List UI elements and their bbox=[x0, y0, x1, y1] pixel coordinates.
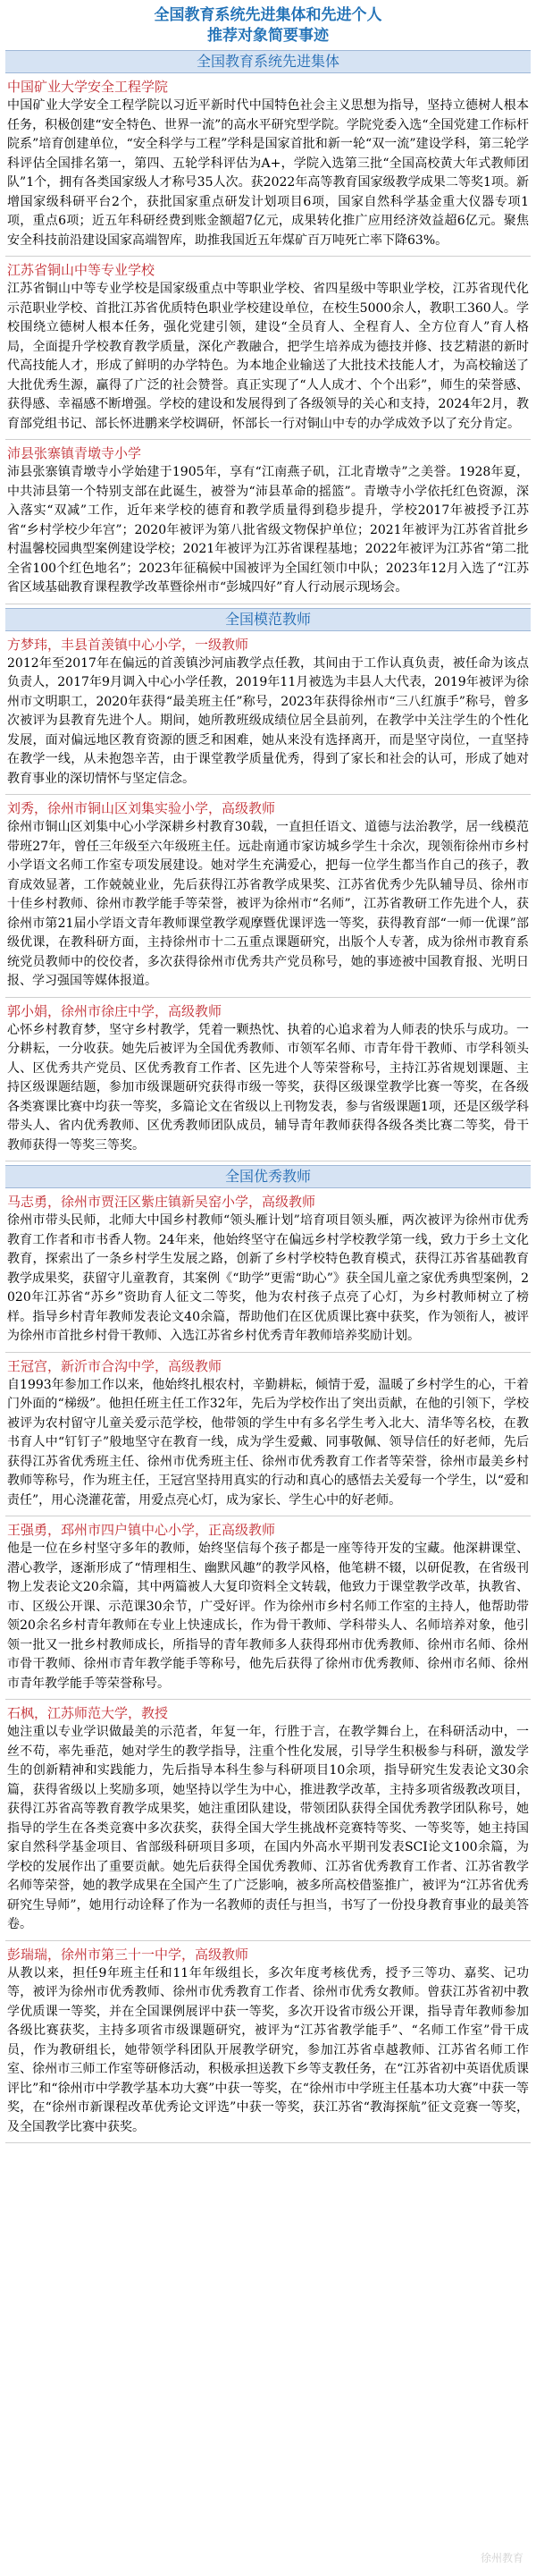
entry-name: 石枫，江苏师范大学，教授 bbox=[7, 1705, 169, 1721]
entry-text: 沛县张寨镇青墩寺小学始建于1905年，享有“江南燕子矶，江北青墩寺”之美誉。1928年夏，中共沛县第一个特别支部在此诞生，被誉为“沛县革命的摇篮”。青墩寺小学依托红色资源，深入落实“双减”工作，近年来学校的德育和教学质量得到稳步提升，学校2017年被授予江苏省“乡村学校少年宫”；2020年被评为第八批省级文物保护单位；2021年被评为江苏省首批乡村温馨校园典型案例建设学校；2021年被评为江苏省课程基地；2022年被评为江苏省“第二批全省100个红色地名”；2023年征稿候中国被评为全国红领巾中队；2023年12月入选了“江苏省区域基础教育课程教学改革暨徐州市“彭城四好”育人行动展示现场会。 bbox=[7, 465, 529, 595]
section-header: 全国教育系统先进集体 bbox=[5, 50, 531, 73]
entry-text: 自1993年参加工作以来，他始终扎根农村，辛勤耕耘，倾情于爱，温暖了乡村学生的心，干着门外面的“梯级”。他担任班主任工作32年，先后为学校作出了突出贡献，在他的引领下，学校被评为农村留守儿童关爱示范学校，他带领的学生中有多名学生考入北大、清华等名校，在教书育人中“钉钉子”般地坚守在教育一线，成为学生爱戴、同事敬佩、领导信任的好老师，先后获得江苏省优秀班主任、徐州市优秀班主任、徐州市优秀教育工作者等荣誉，徐州市最美乡村教师等称号，作为班主任，王冠宫坚持用真实的行动和真心的感悟去关爱每一个学生，以“爱和责任”，用心浇灌花蕾，用爱点亮心灯，成为家长、学生心中的好老师。 bbox=[7, 1377, 529, 1508]
entry-text: 她注重以专业学识做最美的示范者，年复一年，行胜于言，在教学舞台上，在科研活动中，一丝不苟，率先垂范，她对学生的教学指导，注重个性化发展，引导学生积极参与科研，激发学生的创新精神和实践能力，先后指导本科生参与科研项目10余项，指导研究生发表论文30余篇，获得省级以上奖励多项，她坚持以学生为中心，推进教学改革，主持多项省级教改项目，获得江苏省高等教育教学成果奖，她注重团队建设，带领团队获得全国优秀教学团队称号，她指导的学生在各类竞赛中多次获奖，获得全国大学生挑战杯竞赛特等奖、一等奖等，她主持国家自然科学基金项目、省部级科研项目多项，在国内外高水平期刊发表SCI论文100余篇，为学校的发展作出了重要贡献。她先后获得全国优秀教师、江苏省优秀教育工作者、江苏省教学名师等荣誉，她的教学成果在全国产生了广泛影响，被多所高校借鉴推广，被评为“江苏省优秀研究生导师”，她用行动诠释了作为一名教师的责任与担当，书写了一份投身教育事业的最美答卷。 bbox=[7, 1725, 529, 1931]
entry-item bbox=[5, 1941, 531, 2144]
entry-name: 江苏省铜山中等专业学校 bbox=[7, 262, 155, 278]
entry-text: 他是一位在乡村坚守多年的教师，始终坚信每个孩子都是一座等待开发的宝藏。他深耕课堂、潜心教学，逐渐形成了“情理相生、幽默风趣”的教学风格，他笔耕不辍，以研促教，在省级刊物上发表论文20余篇，其中两篇被人大复印资料全文转载，他致力于课堂教学改革，执教省、市、区级公开课、示范课30余节，广受好评。作为徐州市乡村名师工作室的主持人，他帮助带领20余名乡村青年教师在专业上快速成长，作为骨干教师、学科带头人、名师培养对象，他引领一批又一批乡村教师成长，所指导的青年教师多人获得邳州市优秀教师、徐州市名师、徐州市骨干教师、徐州市青年教学能手等称号，他先后获得了徐州市优秀教师、徐州市名师、徐州市青年教学能手等荣誉称号。 bbox=[7, 1541, 529, 1691]
entry-text: 2012年至2017年在偏远的首羡镇沙河庙教学点任教，其间由于工作认真负责，被任命为该点负责人，2017年9月调入中心小学任教，2019年11月被选为丰县人大代表，2019年被评为徐州市文明职工，2020年获得“最美班主任”称号，2023年获得徐州市“三八红旗手”称号，曾多次被评为县教育先进个人。期间，她所教班级成绩位居全县前列，在教学中关注学生的个性化发展，面对偏远地区教育资源的匮乏和困难，她从来没有选择离开，而是坚守岗位，一直坚持在教学一线，从未抱怨辛苦，由于课堂教学质量优秀，得到了家长和社会的认可，形成了她对教育事业的深切情怀与坚定信念。 bbox=[7, 655, 529, 786]
entry-name: 刘秀，徐州市铜山区刘集实验小学，高级教师 bbox=[7, 800, 276, 816]
entry-text: 江苏省铜山中等专业学校是国家级重点中等职业学校、省四星级中等职业学校，江苏省现代化示范职业学校、首批江苏省优质特色职业学校建设单位，在校生5000余人，教职工360人。学校围绕立德树人根本任务，强化党建引领，建设“全员育人、全程育人、全方位育人”育人格局，全面提升学校教育教学质量，深化产教融合，把学生培养成为德技并修、技艺精湛的新时代高技能人才，形成了鲜明的办学特色。为本地企业输送了大批技术技能人才，为高校输送了大批优秀生源，赢得了广泛的社会赞誉。真正实现了“人人成才、个个出彩”，师生的荣誉感、获得感、幸福感不断增强。学校的建设和发展得到了各级领导的关心和支持，2024年2月，教育部党组书记、部长怀进鹏来学校调研，怀部长一行对铜山中专的办学成效予以了充分肯定。 bbox=[7, 282, 529, 431]
entry-item bbox=[5, 73, 531, 257]
document-title-line1: 全国教育系统先进集体和先进个人 bbox=[154, 6, 382, 24]
watermark-text: 徐州教育 bbox=[480, 2552, 523, 2564]
entry-item bbox=[5, 1516, 531, 1700]
entry-text: 从教以来，担任9年班主任和11年年级组长，多次年度考核优秀，授予三等功、嘉奖、记功等，被评为徐州市优秀教师、徐州市优秀教育工作者、徐州市优秀女教师。曾获江苏省初中教学优质课一等奖，并在全国课例展评中获一等奖，多次开设省市级公开课，指导青年教师参加各级比赛获奖，主持多项省市级课题研究，被评为“江苏省教学能手”、“名师工作室”骨干成员，作为教研组长，她带领学科团队开展教学研究，参加江苏省卓越教师、江苏省名师工作室、徐州市三师工作室等研修活动，积极承担送教下乡等支教任务，在“江苏省初中英语优质课评比”和“徐州市中学教学基本功大赛”中获一等奖，在“徐州市中学班主任基本功大赛”中获一等奖，在“徐州市新课程改革优秀论文评选”中获一等奖，获江苏省“教海探航”征文竞赛一等奖，及全国教学比赛中获奖。 bbox=[7, 1965, 529, 2134]
section-excellent-teachers bbox=[5, 1165, 531, 2143]
entry-name: 方梦玮，丰县首羡镇中心小学，一级教师 bbox=[7, 636, 249, 653]
entry-name: 王冠宫，新沂市合沟中学，高级教师 bbox=[7, 1357, 222, 1374]
entry-name: 郭小娟，徐州市徐庄中学，高级教师 bbox=[7, 1002, 222, 1019]
entry-name: 王强勇，邳州市四户镇中心小学，正高级教师 bbox=[7, 1522, 276, 1538]
entry-item bbox=[5, 440, 531, 604]
entry-item bbox=[5, 257, 531, 440]
entry-item bbox=[5, 1700, 531, 1941]
entry-item bbox=[5, 998, 531, 1162]
entry-item bbox=[5, 1353, 531, 1517]
section-model-teachers bbox=[5, 608, 531, 1162]
section-header: 全国模范教师 bbox=[5, 608, 531, 631]
entry-name: 马志勇，徐州市贾汪区紫庄镇新吴窑小学，高级教师 bbox=[7, 1194, 316, 1210]
entry-item bbox=[5, 1188, 531, 1353]
document-title-line2: 推荐对象简要事迹 bbox=[207, 27, 329, 45]
entry-text: 心怀乡村教育梦，坚守乡村教学，凭着一颗热忱、执着的心追求着为人师表的快乐与成功。一分耕耘，一分收获。她先后被评为全国优秀教师、市领军名师、市青年骨干教师、市学科领头人、区优秀共产党员、区优秀教育工作者、区先进个人等荣誉称号，主持江苏省规划课题、主持区级课题结题，参加市级课题研究获得市级一等奖，获得区级课堂教学比赛一等奖，在各级各类赛课比赛中均获一等奖，多篇论文在省级以上刊物发表，参与省级课题1项，还是区级学科带头人、省内优秀教师、区优秀教师团队成员，辅导青年教师获得各级各类比赛二等奖，骨干教师获得一等奖三等奖。 bbox=[7, 1022, 529, 1153]
section-advanced-collectives bbox=[5, 50, 531, 604]
entry-text: 徐州市带头民师，北师大中国乡村教师“领头雁计划”培育项目领头雁，两次被评为徐州市优秀教育工作者和市书香人物。24年来，他始终坚守在偏远乡村学校教学第一线，致力于乡土文化教育，探索出了一条乡村学生发展之路，创新了乡村学校特色教育模式，获得江苏省基础教育教学成果奖，获留守儿童教育，其案例《“助学”更需“助心”》获全国儿童之家优秀典型案例，2020年江苏省“苏乡”资助育人征文二等奖，他为农村孩子点亮了心灯，为乡村教师树立了榜样。指导乡村青年教师发表论文40余篇，帮助他们在区优质课比赛中获奖，作为领衔人，被评为徐州市首批乡村骨干教师、入选江苏省乡村优秀青年教师培养奖励计划。 bbox=[7, 1213, 529, 1343]
entry-name: 彭瑞瑞，徐州市第三十一中学，高级教师 bbox=[7, 1946, 249, 1963]
entry-name: 中国矿业大学安全工程学院 bbox=[7, 79, 169, 95]
entry-name: 沛县张寨镇青墩寺小学 bbox=[7, 445, 142, 461]
section-header: 全国优秀教师 bbox=[5, 1165, 531, 1188]
entry-text: 中国矿业大学安全工程学院以习近平新时代中国特色社会主义思想为指导，坚持立德树人根本任务，积极创建“安全特色、世界一流”的高水平研究型学院。学院党委入选“全国党建工作标杆院系”培育创建单位，“安全科学与工程”学科是国家首批和新一轮“双一流”建设学科，第三轮学科评估全国排名第一，第四、五轮学科评估为A+，学院入选第三批“全国高校黄大年式教师团队”1个，拥有各类国家级人才称号35人次。获2022年高等教育国家级教学成果二等奖1项。新增国家级科研平台2个，获批国家重点研发计划项目6项，国家自然科学基金重大仪器专项1项，重点6项；近五年科研经费到账金额超7亿元，成果转化推广应用经济效益超6亿元。聚焦安全科技前沿建设国家高端智库，助推我国近五年煤矿百万吨死亡率下降63%。 bbox=[7, 98, 529, 248]
entry-item bbox=[5, 795, 531, 998]
entry-text: 徐州市铜山区刘集中心小学深耕乡村教育30载，一直担任语文、道德与法治教学，居一线模范带班27年，曾任三年级至六年级班主任。远赴南通市家访城乡学生十余次，现领衔徐州市乡村小学语文名师工作室专项发展建设。她对学生充满爱心，把每一位学生都当作自己的孩子，教育成效显著，工作兢兢业业，先后获得江苏省教学成果奖、江苏省优秀少先队辅导员、徐州市十佳乡村教师、徐州市教学能手等荣誉，被评为徐州市“名师”，江苏省教研工作先进个人，获徐州市第21届小学语文青年教师课堂教学观摩暨优课评选一等奖，获得教育部“一师一优课”部级优课，在教科研方面，主持徐州市十二五重点课题研究，出版个人专著，成为徐州市教育系统党员教师中的佼佼者，多次获得徐州市优秀共产党员称号，她的事迹被中国教育报、光明日报、学习强国等媒体报道。 bbox=[7, 820, 529, 988]
entry-item bbox=[5, 631, 531, 796]
